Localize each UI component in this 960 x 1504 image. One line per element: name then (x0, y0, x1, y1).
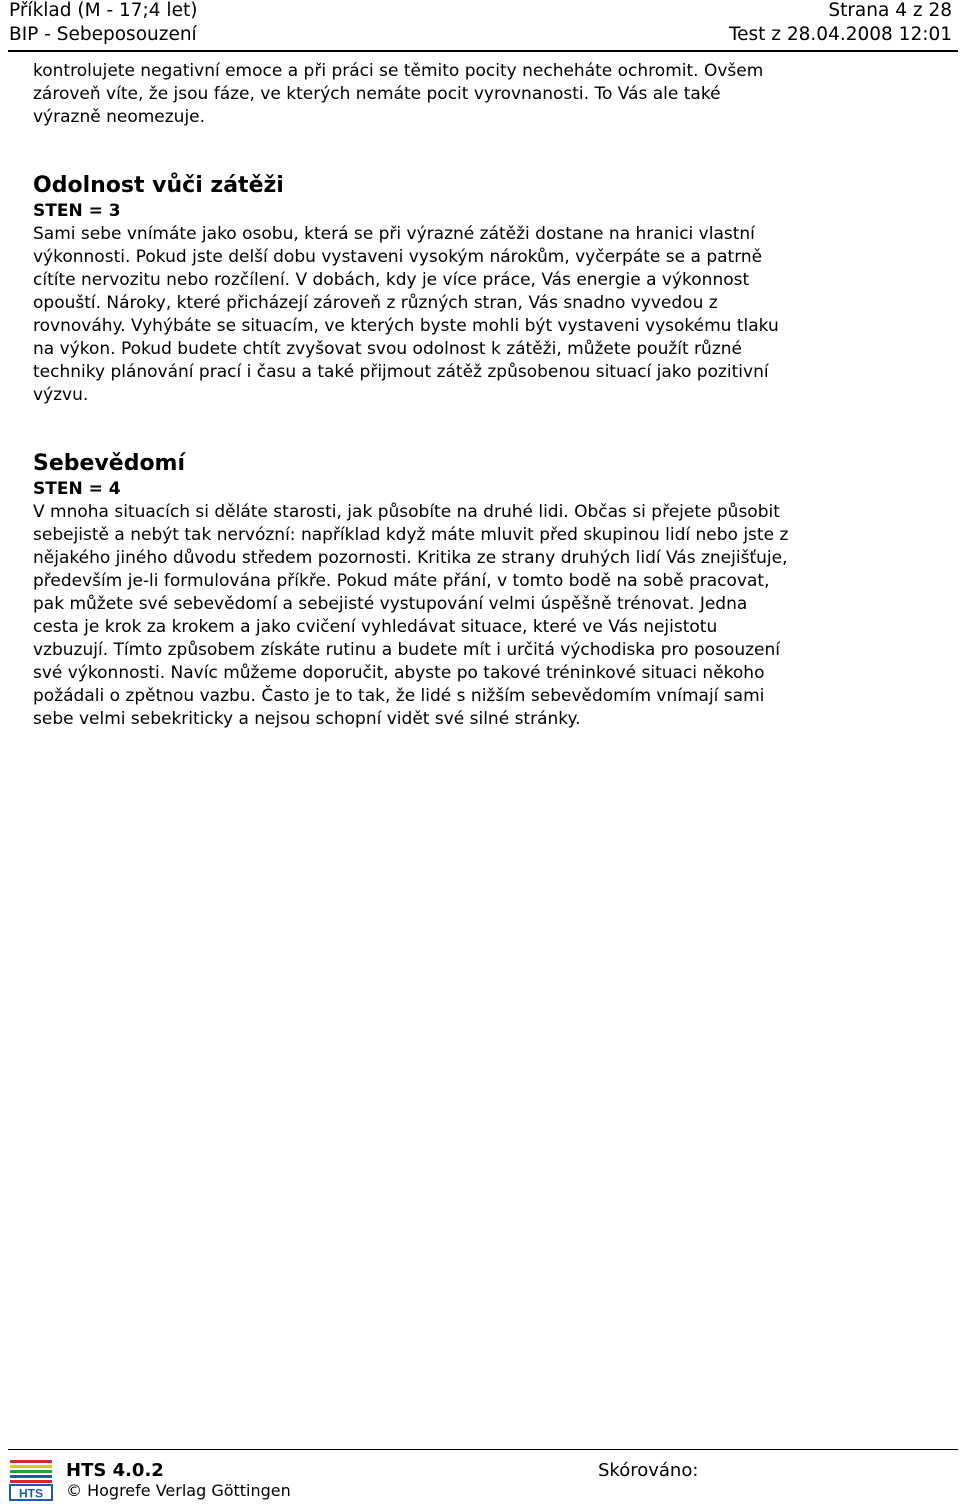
score-label: Skórováno: (598, 1460, 699, 1481)
logo-stripe (10, 1460, 52, 1463)
text-line: opouští. Nároky, které přicházejí zároveň z různých stran, Vás snadno vyvedou z (33, 293, 718, 313)
section-self-confidence (33, 450, 933, 731)
sten-score: STEN = 3 (33, 201, 121, 221)
text-line: V mnoha situacích si děláte starosti, jak působíte na druhé lidi. Občas si přejete působit (33, 502, 780, 522)
page-number: Strana 4 z 28 (828, 0, 952, 21)
text-line: pak můžete své sebevědomí a sebejisté vystupování velmi úspěšně trénovat. Jedna (33, 594, 748, 614)
header-row-2 (9, 24, 952, 46)
text-line: nějakého jiného důvodu středem pozornosti. Kritika ze strany druhých lidí Vás znejišťuje, (33, 548, 788, 568)
logo-stripe (10, 1475, 52, 1478)
test-date: Test z 28.04.2008 12:01 (728, 24, 952, 45)
text-line: zároveň víte, že jsou fáze, ve kterých nemáte pocit vyrovnanosti. To Vás ale také (33, 84, 721, 104)
text-line: sebejistě a nebýt tak nervózní: například když máte mluvit před skupinou lidí nebo jste z (33, 525, 789, 545)
text-line: cesta je krok za krokem a jako cvičení vyhledávat situace, které ve Vás nejistotu (33, 617, 718, 637)
text-line: požádali o zpětnou vazbu. Často je to tak, že lidé s nižším sebevědomím vnímají sami (33, 686, 765, 706)
header-divider (8, 50, 958, 52)
test-name: BIP - Sebeposouzení (9, 24, 197, 45)
header-row-1 (9, 0, 952, 22)
logo-stripe (10, 1480, 52, 1483)
text-line: rovnováhy. Vyhýbáte se situacím, ve kterých byste mohli být vystaveni vysokému tlaku (33, 316, 779, 336)
text-line: výkonnosti. Pokud jste delší dobu vystaveni vysokým nárokům, vyčerpáte se a patrně (33, 247, 763, 267)
logo-stripe (10, 1470, 52, 1473)
intro-paragraph (33, 60, 933, 129)
text-line: Sami sebe vnímáte jako osobu, která se při výrazné zátěži dostane na hranici vlastní (33, 224, 755, 244)
text-line: sebe velmi sebekriticky a nejsou schopní vidět své silné stránky. (33, 709, 581, 729)
section-paragraph (33, 501, 933, 731)
sten-score: STEN = 4 (33, 479, 121, 499)
text-line: především je-li formulována příkře. Pokud máte přání, v tomto bodě na sobě pracovat, (33, 571, 770, 591)
logo-stripe (10, 1465, 52, 1468)
text-line: na výkon. Pokud budete chtít zvyšovat svou odolnost k zátěži, můžete použít různé (33, 339, 742, 359)
section-title: Odolnost vůči zátěži (33, 173, 284, 198)
footer-divider (8, 1449, 958, 1450)
text-line: své výkonnosti. Navíc můžeme doporučit, abyste po takové tréninkové situaci někoho (33, 663, 765, 683)
copyright: © Hogrefe Verlag Göttingen (66, 1481, 291, 1500)
text-line: techniky plánování prací i času a také přijmout zátěž způsobenou situací jako pozitivní (33, 362, 769, 382)
section-title: Sebevědomí (33, 451, 186, 476)
software-version: HTS 4.0.2 (66, 1460, 164, 1481)
text-line: výrazně neomezuje. (33, 107, 206, 127)
report-subject: Příklad (M - 17;4 let) (9, 0, 198, 21)
logo-text: HTS (19, 1486, 43, 1501)
hts-logo (8, 1458, 54, 1502)
text-line: vzbuzují. Tímto způsobem získáte rutinu a budete mít i určitá východiska pro posouzení (33, 640, 780, 660)
section-paragraph (33, 223, 933, 407)
text-line: cítíte nervozitu nebo rozčílení. V dobách, kdy je více práce, Vás energie a výkonnost (33, 270, 750, 290)
section-resilience (33, 172, 933, 407)
text-line: kontrolujete negativní emoce a při práci se těmito pocity necheháte ochromit. Ovšem (33, 61, 764, 81)
report-body (33, 60, 933, 729)
text-line: výzvu. (33, 385, 89, 405)
